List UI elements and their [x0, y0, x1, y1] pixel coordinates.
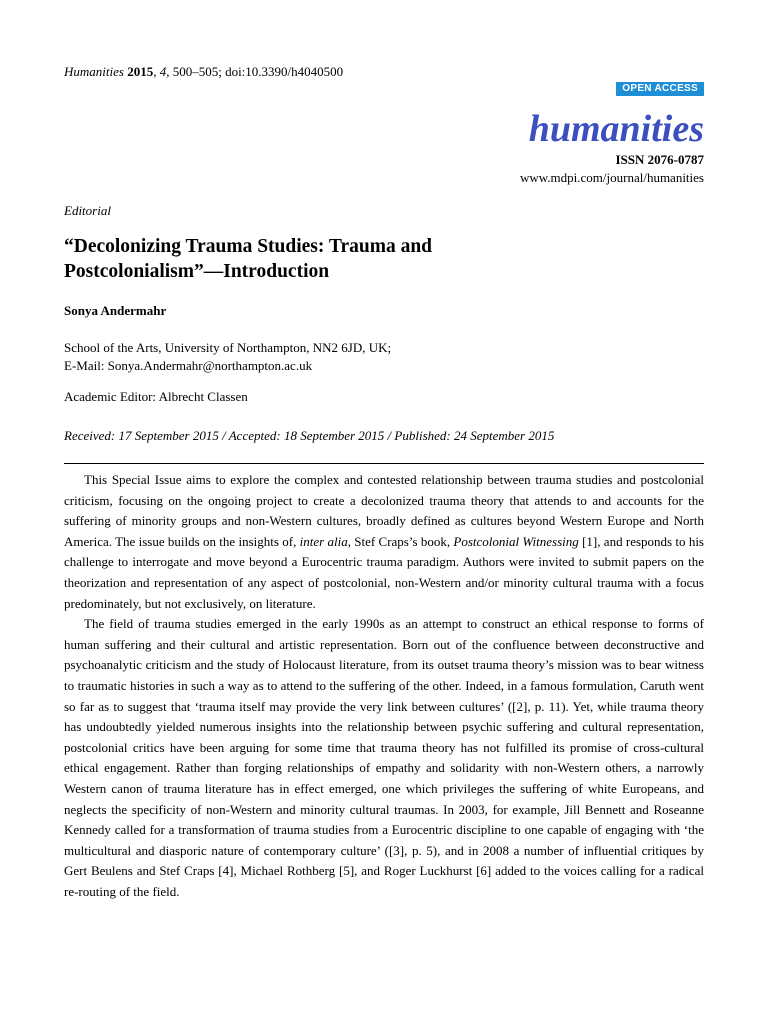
author-email[interactable]: E-Mail: Sonya.Andermahr@northampton.ac.uk [64, 358, 313, 373]
paragraph-1-text-a: This Special Issue aims to explore the complex and contested relationship between trauma studies and postcolonial criticism, focusing on the ongoing project to create a decolonized trauma theory that attends to and accounts for the suffering of minority groups and non-Western cultures, broadly defined as cultures beyond Western Europe and North America. The issue builds on the insights of, [64, 472, 704, 549]
journal-volume: 4 [159, 64, 167, 79]
journal-year: 2015 [127, 64, 154, 79]
article-body [64, 470, 704, 902]
article-type: Editorial [64, 203, 111, 218]
journal-citation: Humanities 2015, 4, 500–505; doi:10.3390/h4040500 [64, 64, 344, 79]
journal-name: Humanities [64, 64, 124, 79]
journal-logo: humanities [528, 108, 704, 150]
article-title: “Decolonizing Trauma Studies: Trauma and Postcolonialism”—Introduction [64, 236, 433, 282]
affiliation-block [64, 339, 391, 375]
paragraph-2: The field of trauma studies emerged in the early 1990s as an attempt to construct an ethical response to forms of human suffering and their cultural and artistic representation. Born out of the confluence between deconstructive and psychoanalytic criticism and the study of Holocaust literature, from its outset trauma theory’s mission was to bear witness to traumatic histories in such a way as to attend to the suffering of the other. Indeed, in a famous formulation, Caruth went so far as to suggest that ‘trauma itself may provide the very link between cultures’ ([2], p. 11). Yet, while trauma theory has undoubtedly yielded numerous insights into the relationship between psychic suffering and cultural representation, postcolonial critics have been arguing for some time that trauma theory has not fulfilled its promise of cross-cultural ethical engagement. Rather than forging relationships of empathy and solidarity with non-Western others, a narrowly Western canon of trauma literature has in effect emerged, one which privileges the suffering of white Europeans, and neglects the specificity of non-Western and minority cultural traumas. In 2003, for example, Jill Bennett and Roseanne Kennedy called for a transformation of trauma studies from a Eurocentric discipline to one capable of engaging with ‘the multicultural and diasporic nature of contemporary culture’ ([3], p. 5), and in 2008 a number of influential critiques by Gert Beulens and Stef Craps [4], Michael Rothberg [5], and Roger Luckhurst [6] added to the voices calling for a radical re-routing of the field. [64, 616, 704, 899]
open-access-badge: OPEN ACCESS [616, 82, 704, 96]
affiliation: School of the Arts, University of Northampton, NN2 6JD, UK; [64, 340, 392, 355]
publication-dates: Received: 17 September 2015 / Accepted: 18 September 2015 / Published: 24 September 2015 [64, 428, 555, 443]
paragraph-1 [64, 470, 704, 614]
issn: ISSN 2076-0787 [615, 152, 704, 167]
journal-url[interactable]: www.mdpi.com/journal/humanities [519, 170, 704, 185]
inter-alia: inter alia [299, 533, 348, 549]
paragraph-1-text-b: , Stef Craps’s book, [347, 533, 454, 549]
author-name: Sonya Andermahr [64, 303, 167, 318]
divider [64, 463, 704, 464]
book-title: Postcolonial Witnessing [453, 533, 579, 549]
academic-editor: Academic Editor: Albrecht Classen [64, 389, 248, 404]
paragraph-1-text-c: [1], and responds to his challenge to interrogate and move beyond a Eurocentric trauma paradigm. Authors were invited to submit papers on the theorization and representation of any aspect of postcolonial, non-Western and/or minority cultural trauma with a focus predominately, but not exclusively, on literature. [64, 533, 704, 611]
citation-pages-doi: , 500–505; doi:10.3390/h4040500 [166, 64, 344, 79]
